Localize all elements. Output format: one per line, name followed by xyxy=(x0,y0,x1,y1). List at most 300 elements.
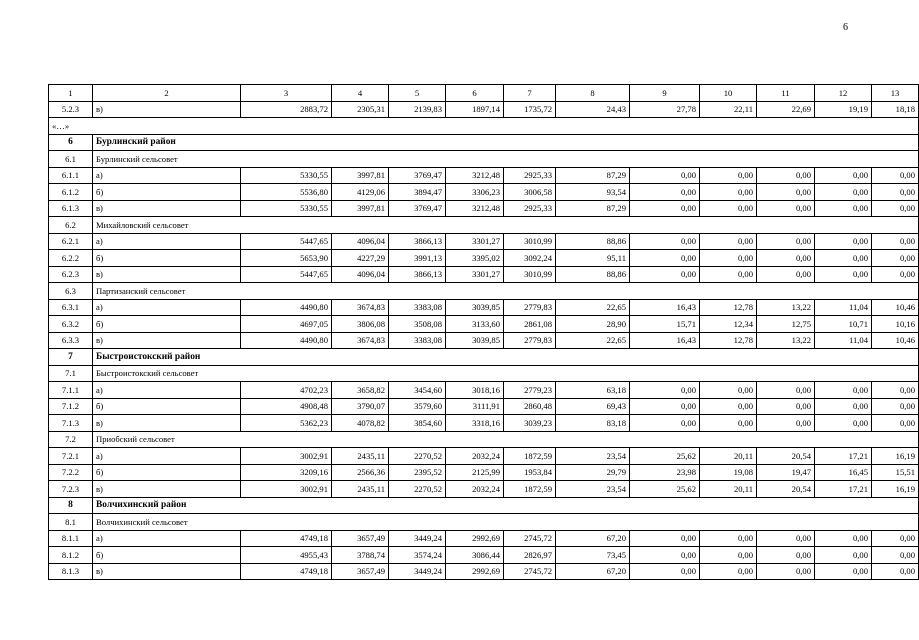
value-cell: 67,20 xyxy=(556,563,630,580)
value-cell: 3039,85 xyxy=(446,299,504,316)
column-number-cell: 3 xyxy=(241,85,332,102)
value-cell: 4096,04 xyxy=(332,266,389,283)
value-cell: 73,45 xyxy=(556,547,630,564)
value-cell: 2270,52 xyxy=(389,481,446,498)
table-row xyxy=(49,398,919,415)
row-variant-cell: а) xyxy=(93,382,241,399)
row-id-cell: 6.2.3 xyxy=(49,266,93,283)
value-cell: 87,29 xyxy=(556,200,630,217)
value-cell: 3508,08 xyxy=(389,316,446,333)
row-id-cell: 6.3.1 xyxy=(49,299,93,316)
value-cell: 67,20 xyxy=(556,530,630,547)
value-cell: 0,00 xyxy=(630,563,700,580)
value-cell: 5362,23 xyxy=(241,415,332,432)
value-cell: 0,00 xyxy=(872,563,919,580)
section-id-cell: 6 xyxy=(49,134,93,151)
value-cell: 63,18 xyxy=(556,382,630,399)
value-cell: 16,43 xyxy=(630,299,700,316)
value-cell: 0,00 xyxy=(872,233,919,250)
row-variant-cell: б) xyxy=(93,184,241,201)
value-cell: 29,79 xyxy=(556,464,630,481)
value-cell: 3086,44 xyxy=(446,547,504,564)
value-cell: 5447,65 xyxy=(241,266,332,283)
value-cell: 0,00 xyxy=(630,250,700,267)
value-cell: 0,00 xyxy=(757,250,815,267)
council-heading-row xyxy=(49,283,919,300)
row-id-cell: 6.2.2 xyxy=(49,250,93,267)
value-cell: 4490,80 xyxy=(241,332,332,349)
table-row xyxy=(49,266,919,283)
section-id-cell: 8 xyxy=(49,497,93,514)
value-cell: 0,00 xyxy=(815,200,872,217)
row-id-cell: 8.1.1 xyxy=(49,530,93,547)
value-cell: 83,18 xyxy=(556,415,630,432)
value-cell: 4096,04 xyxy=(332,233,389,250)
value-cell: 5536,80 xyxy=(241,184,332,201)
value-cell: 3997,81 xyxy=(332,200,389,217)
value-cell: 3674,83 xyxy=(332,332,389,349)
value-cell: 5653,90 xyxy=(241,250,332,267)
value-cell: 17,21 xyxy=(815,448,872,465)
table-row xyxy=(49,250,919,267)
row-id-cell: 7.1.1 xyxy=(49,382,93,399)
value-cell: 0,00 xyxy=(700,382,757,399)
row-variant-cell: б) xyxy=(93,398,241,415)
value-cell: 0,00 xyxy=(630,167,700,184)
column-number-cell: 12 xyxy=(815,85,872,102)
value-cell: 0,00 xyxy=(872,547,919,564)
district-title: Волчихинский район xyxy=(93,497,919,514)
value-cell: 0,00 xyxy=(815,547,872,564)
value-cell: 0,00 xyxy=(872,530,919,547)
row-id-cell: 6.3.3 xyxy=(49,332,93,349)
table-row xyxy=(49,101,919,118)
value-cell: 16,19 xyxy=(872,481,919,498)
value-cell: 3002,91 xyxy=(241,481,332,498)
value-cell: 22,65 xyxy=(556,299,630,316)
value-cell: 3010,99 xyxy=(504,266,556,283)
value-cell: 3449,24 xyxy=(389,530,446,547)
value-cell: 2032,24 xyxy=(446,481,504,498)
value-cell: 2745,72 xyxy=(504,530,556,547)
column-number-cell: 9 xyxy=(630,85,700,102)
value-cell: 15,71 xyxy=(630,316,700,333)
value-cell: 3212,48 xyxy=(446,200,504,217)
council-title: Приобский сельсовет xyxy=(93,431,919,448)
value-cell: 0,00 xyxy=(630,530,700,547)
value-cell: 3209,16 xyxy=(241,464,332,481)
value-cell: 22,11 xyxy=(700,101,757,118)
value-cell: 0,00 xyxy=(872,382,919,399)
value-cell: 0,00 xyxy=(700,415,757,432)
value-cell: 24,43 xyxy=(556,101,630,118)
table-row xyxy=(49,332,919,349)
value-cell: 0,00 xyxy=(815,233,872,250)
value-cell: 2305,31 xyxy=(332,101,389,118)
table-row xyxy=(49,233,919,250)
value-cell: 0,00 xyxy=(872,266,919,283)
value-cell: 0,00 xyxy=(630,233,700,250)
value-cell: 2861,08 xyxy=(504,316,556,333)
value-cell: 2270,52 xyxy=(389,448,446,465)
value-cell: 0,00 xyxy=(700,398,757,415)
value-cell: 4227,29 xyxy=(332,250,389,267)
value-cell: 4129,06 xyxy=(332,184,389,201)
section-id-cell: 7.1 xyxy=(49,365,93,382)
value-cell: 0,00 xyxy=(700,266,757,283)
value-cell: 3395,02 xyxy=(446,250,504,267)
row-id-cell: 7.1.3 xyxy=(49,415,93,432)
value-cell: 3991,13 xyxy=(389,250,446,267)
district-title: Бурлинский район xyxy=(93,134,919,151)
value-cell: 19,08 xyxy=(700,464,757,481)
value-cell: 0,00 xyxy=(700,547,757,564)
row-variant-cell: в) xyxy=(93,200,241,217)
row-variant-cell: в) xyxy=(93,415,241,432)
council-title: Михайловский сельсовет xyxy=(93,217,919,234)
district-heading-row xyxy=(49,349,919,366)
section-id-cell: 7.2 xyxy=(49,431,93,448)
value-cell: 22,69 xyxy=(757,101,815,118)
column-number-cell: 13 xyxy=(872,85,919,102)
column-number-cell: 8 xyxy=(556,85,630,102)
value-cell: 0,00 xyxy=(700,200,757,217)
row-id-cell: 7.1.2 xyxy=(49,398,93,415)
column-number-cell: 11 xyxy=(757,85,815,102)
value-cell: 19,19 xyxy=(815,101,872,118)
value-cell: 3006,58 xyxy=(504,184,556,201)
value-cell: 4490,80 xyxy=(241,299,332,316)
value-cell: 19,47 xyxy=(757,464,815,481)
value-cell: 27,78 xyxy=(630,101,700,118)
row-id-cell: 8.1.3 xyxy=(49,563,93,580)
omission-row xyxy=(49,118,919,135)
council-title: Быстроистокский сельсовет xyxy=(93,365,919,382)
value-cell: 2032,24 xyxy=(446,448,504,465)
value-cell: 0,00 xyxy=(815,184,872,201)
value-cell: 3790,07 xyxy=(332,398,389,415)
row-id-cell: 7.2.3 xyxy=(49,481,93,498)
value-cell: 3674,83 xyxy=(332,299,389,316)
row-id-cell: 5.2.3 xyxy=(49,101,93,118)
value-cell: 0,00 xyxy=(630,266,700,283)
value-cell: 2883,72 xyxy=(241,101,332,118)
value-cell: 3039,23 xyxy=(504,415,556,432)
value-cell: 2860,48 xyxy=(504,398,556,415)
table-row xyxy=(49,415,919,432)
row-variant-cell: а) xyxy=(93,299,241,316)
row-variant-cell: в) xyxy=(93,332,241,349)
value-cell: 0,00 xyxy=(872,200,919,217)
row-variant-cell: в) xyxy=(93,481,241,498)
value-cell: 3894,47 xyxy=(389,184,446,201)
value-cell: 3111,91 xyxy=(446,398,504,415)
value-cell: 88,86 xyxy=(556,233,630,250)
value-cell: 0,00 xyxy=(700,530,757,547)
table-row xyxy=(49,481,919,498)
value-cell: 0,00 xyxy=(872,167,919,184)
table-row xyxy=(49,184,919,201)
value-cell: 88,86 xyxy=(556,266,630,283)
value-cell: 0,00 xyxy=(815,167,872,184)
tariff-table xyxy=(48,84,919,580)
value-cell: 10,46 xyxy=(872,332,919,349)
value-cell: 3010,99 xyxy=(504,233,556,250)
value-cell: 0,00 xyxy=(872,415,919,432)
table-row xyxy=(49,547,919,564)
value-cell: 4955,43 xyxy=(241,547,332,564)
value-cell: 4702,23 xyxy=(241,382,332,399)
value-cell: 3788,74 xyxy=(332,547,389,564)
table-row xyxy=(49,448,919,465)
row-id-cell: 6.1.3 xyxy=(49,200,93,217)
row-variant-cell: в) xyxy=(93,563,241,580)
value-cell: 0,00 xyxy=(815,382,872,399)
value-cell: 1872,59 xyxy=(504,448,556,465)
row-id-cell: 7.2.1 xyxy=(49,448,93,465)
value-cell: 0,00 xyxy=(630,200,700,217)
value-cell: 0,00 xyxy=(630,415,700,432)
value-cell: 3997,81 xyxy=(332,167,389,184)
value-cell: 3133,60 xyxy=(446,316,504,333)
value-cell: 16,43 xyxy=(630,332,700,349)
value-cell: 93,54 xyxy=(556,184,630,201)
value-cell: 3002,91 xyxy=(241,448,332,465)
value-cell: 1897,14 xyxy=(446,101,504,118)
value-cell: 3769,47 xyxy=(389,200,446,217)
value-cell: 0,00 xyxy=(757,415,815,432)
value-cell: 16,45 xyxy=(815,464,872,481)
value-cell: 3301,27 xyxy=(446,233,504,250)
value-cell: 0,00 xyxy=(815,563,872,580)
value-cell: 2992,69 xyxy=(446,530,504,547)
value-cell: 3306,23 xyxy=(446,184,504,201)
value-cell: 2139,83 xyxy=(389,101,446,118)
value-cell: 10,71 xyxy=(815,316,872,333)
value-cell: 0,00 xyxy=(700,167,757,184)
value-cell: 3854,60 xyxy=(389,415,446,432)
table-row xyxy=(49,200,919,217)
value-cell: 2779,83 xyxy=(504,332,556,349)
value-cell: 2566,36 xyxy=(332,464,389,481)
row-variant-cell: в) xyxy=(93,101,241,118)
district-title: Быстроистокский район xyxy=(93,349,919,366)
value-cell: 3212,48 xyxy=(446,167,504,184)
value-cell: 20,54 xyxy=(757,448,815,465)
value-cell: 0,00 xyxy=(757,233,815,250)
table-row xyxy=(49,382,919,399)
value-cell: 23,98 xyxy=(630,464,700,481)
value-cell: 0,00 xyxy=(872,250,919,267)
value-cell: 17,21 xyxy=(815,481,872,498)
value-cell: 1872,59 xyxy=(504,481,556,498)
value-cell: 18,18 xyxy=(872,101,919,118)
column-number-cell: 2 xyxy=(93,85,241,102)
table-row xyxy=(49,167,919,184)
value-cell: 3579,60 xyxy=(389,398,446,415)
value-cell: 3449,24 xyxy=(389,563,446,580)
value-cell: 20,54 xyxy=(757,481,815,498)
value-cell: 0,00 xyxy=(757,530,815,547)
value-cell: 2992,69 xyxy=(446,563,504,580)
table-row xyxy=(49,299,919,316)
value-cell: 0,00 xyxy=(700,184,757,201)
value-cell: 3866,13 xyxy=(389,233,446,250)
value-cell: 20,11 xyxy=(700,448,757,465)
value-cell: 4749,18 xyxy=(241,530,332,547)
value-cell: 3769,47 xyxy=(389,167,446,184)
value-cell: 3574,24 xyxy=(389,547,446,564)
value-cell: 95,11 xyxy=(556,250,630,267)
column-number-cell: 5 xyxy=(389,85,446,102)
row-variant-cell: а) xyxy=(93,167,241,184)
value-cell: 23,54 xyxy=(556,448,630,465)
row-id-cell: 7.2.2 xyxy=(49,464,93,481)
district-heading-row xyxy=(49,134,919,151)
row-variant-cell: б) xyxy=(93,464,241,481)
council-heading-row xyxy=(49,431,919,448)
value-cell: 4697,05 xyxy=(241,316,332,333)
value-cell: 0,00 xyxy=(815,415,872,432)
value-cell: 10,16 xyxy=(872,316,919,333)
value-cell: 11,04 xyxy=(815,332,872,349)
council-title: Партизанский сельсовет xyxy=(93,283,919,300)
value-cell: 10,46 xyxy=(872,299,919,316)
omission-mark: «…» xyxy=(49,118,919,135)
value-cell: 15,51 xyxy=(872,464,919,481)
council-title: Волчихинский сельсовет xyxy=(93,514,919,531)
value-cell: 0,00 xyxy=(815,530,872,547)
value-cell: 4749,18 xyxy=(241,563,332,580)
value-cell: 2395,52 xyxy=(389,464,446,481)
row-id-cell: 6.2.1 xyxy=(49,233,93,250)
value-cell: 5447,65 xyxy=(241,233,332,250)
column-number-cell: 7 xyxy=(504,85,556,102)
council-heading-row xyxy=(49,514,919,531)
section-id-cell: 8.1 xyxy=(49,514,93,531)
value-cell: 2779,23 xyxy=(504,382,556,399)
value-cell: 1953,84 xyxy=(504,464,556,481)
value-cell: 0,00 xyxy=(757,184,815,201)
value-cell: 2435,11 xyxy=(332,448,389,465)
district-heading-row xyxy=(49,497,919,514)
value-cell: 28,90 xyxy=(556,316,630,333)
value-cell: 0,00 xyxy=(630,547,700,564)
section-id-cell: 7 xyxy=(49,349,93,366)
value-cell: 3092,24 xyxy=(504,250,556,267)
value-cell: 0,00 xyxy=(630,382,700,399)
value-cell: 3301,27 xyxy=(446,266,504,283)
value-cell: 25,62 xyxy=(630,448,700,465)
section-id-cell: 6.3 xyxy=(49,283,93,300)
value-cell: 0,00 xyxy=(757,563,815,580)
value-cell: 3657,49 xyxy=(332,530,389,547)
value-cell: 2925,33 xyxy=(504,167,556,184)
value-cell: 0,00 xyxy=(872,398,919,415)
value-cell: 0,00 xyxy=(757,547,815,564)
value-cell: 0,00 xyxy=(815,250,872,267)
value-cell: 2925,33 xyxy=(504,200,556,217)
value-cell: 69,43 xyxy=(556,398,630,415)
value-cell: 12,75 xyxy=(757,316,815,333)
table-row xyxy=(49,464,919,481)
council-heading-row xyxy=(49,365,919,382)
value-cell: 13,22 xyxy=(757,299,815,316)
value-cell: 0,00 xyxy=(872,184,919,201)
value-cell: 23,54 xyxy=(556,481,630,498)
column-number-cell: 4 xyxy=(332,85,389,102)
value-cell: 3806,08 xyxy=(332,316,389,333)
table-row xyxy=(49,530,919,547)
value-cell: 0,00 xyxy=(757,167,815,184)
value-cell: 2125,99 xyxy=(446,464,504,481)
value-cell: 3657,49 xyxy=(332,563,389,580)
value-cell: 0,00 xyxy=(815,398,872,415)
column-number-cell: 6 xyxy=(446,85,504,102)
row-variant-cell: а) xyxy=(93,530,241,547)
row-variant-cell: в) xyxy=(93,266,241,283)
value-cell: 0,00 xyxy=(700,233,757,250)
value-cell: 3039,85 xyxy=(446,332,504,349)
value-cell: 12,78 xyxy=(700,299,757,316)
row-id-cell: 6.3.2 xyxy=(49,316,93,333)
value-cell: 0,00 xyxy=(630,184,700,201)
row-variant-cell: а) xyxy=(93,233,241,250)
council-heading-row xyxy=(49,217,919,234)
value-cell: 3658,82 xyxy=(332,382,389,399)
value-cell: 12,78 xyxy=(700,332,757,349)
value-cell: 3454,60 xyxy=(389,382,446,399)
row-id-cell: 6.1.1 xyxy=(49,167,93,184)
value-cell: 0,00 xyxy=(757,200,815,217)
row-variant-cell: б) xyxy=(93,250,241,267)
section-id-cell: 6.2 xyxy=(49,217,93,234)
value-cell: 3318,16 xyxy=(446,415,504,432)
section-id-cell: 6.1 xyxy=(49,151,93,168)
row-variant-cell: б) xyxy=(93,316,241,333)
value-cell: 12,34 xyxy=(700,316,757,333)
value-cell: 4078,82 xyxy=(332,415,389,432)
value-cell: 1735,72 xyxy=(504,101,556,118)
table-row xyxy=(49,316,919,333)
value-cell: 2826,97 xyxy=(504,547,556,564)
value-cell: 13,22 xyxy=(757,332,815,349)
value-cell: 0,00 xyxy=(757,398,815,415)
column-number-row xyxy=(49,85,919,102)
value-cell: 87,29 xyxy=(556,167,630,184)
value-cell: 0,00 xyxy=(700,563,757,580)
value-cell: 5330,55 xyxy=(241,167,332,184)
value-cell: 4908,48 xyxy=(241,398,332,415)
value-cell: 0,00 xyxy=(757,266,815,283)
value-cell: 0,00 xyxy=(757,382,815,399)
value-cell: 0,00 xyxy=(815,266,872,283)
value-cell: 11,04 xyxy=(815,299,872,316)
value-cell: 3383,08 xyxy=(389,299,446,316)
value-cell: 25,62 xyxy=(630,481,700,498)
value-cell: 0,00 xyxy=(700,250,757,267)
value-cell: 3018,16 xyxy=(446,382,504,399)
table-row xyxy=(49,563,919,580)
value-cell: 5330,55 xyxy=(241,200,332,217)
value-cell: 2745,72 xyxy=(504,563,556,580)
page-number: 6 xyxy=(843,22,848,33)
value-cell: 3866,13 xyxy=(389,266,446,283)
row-id-cell: 8.1.2 xyxy=(49,547,93,564)
column-number-cell: 10 xyxy=(700,85,757,102)
council-heading-row xyxy=(49,151,919,168)
column-number-cell: 1 xyxy=(49,85,93,102)
